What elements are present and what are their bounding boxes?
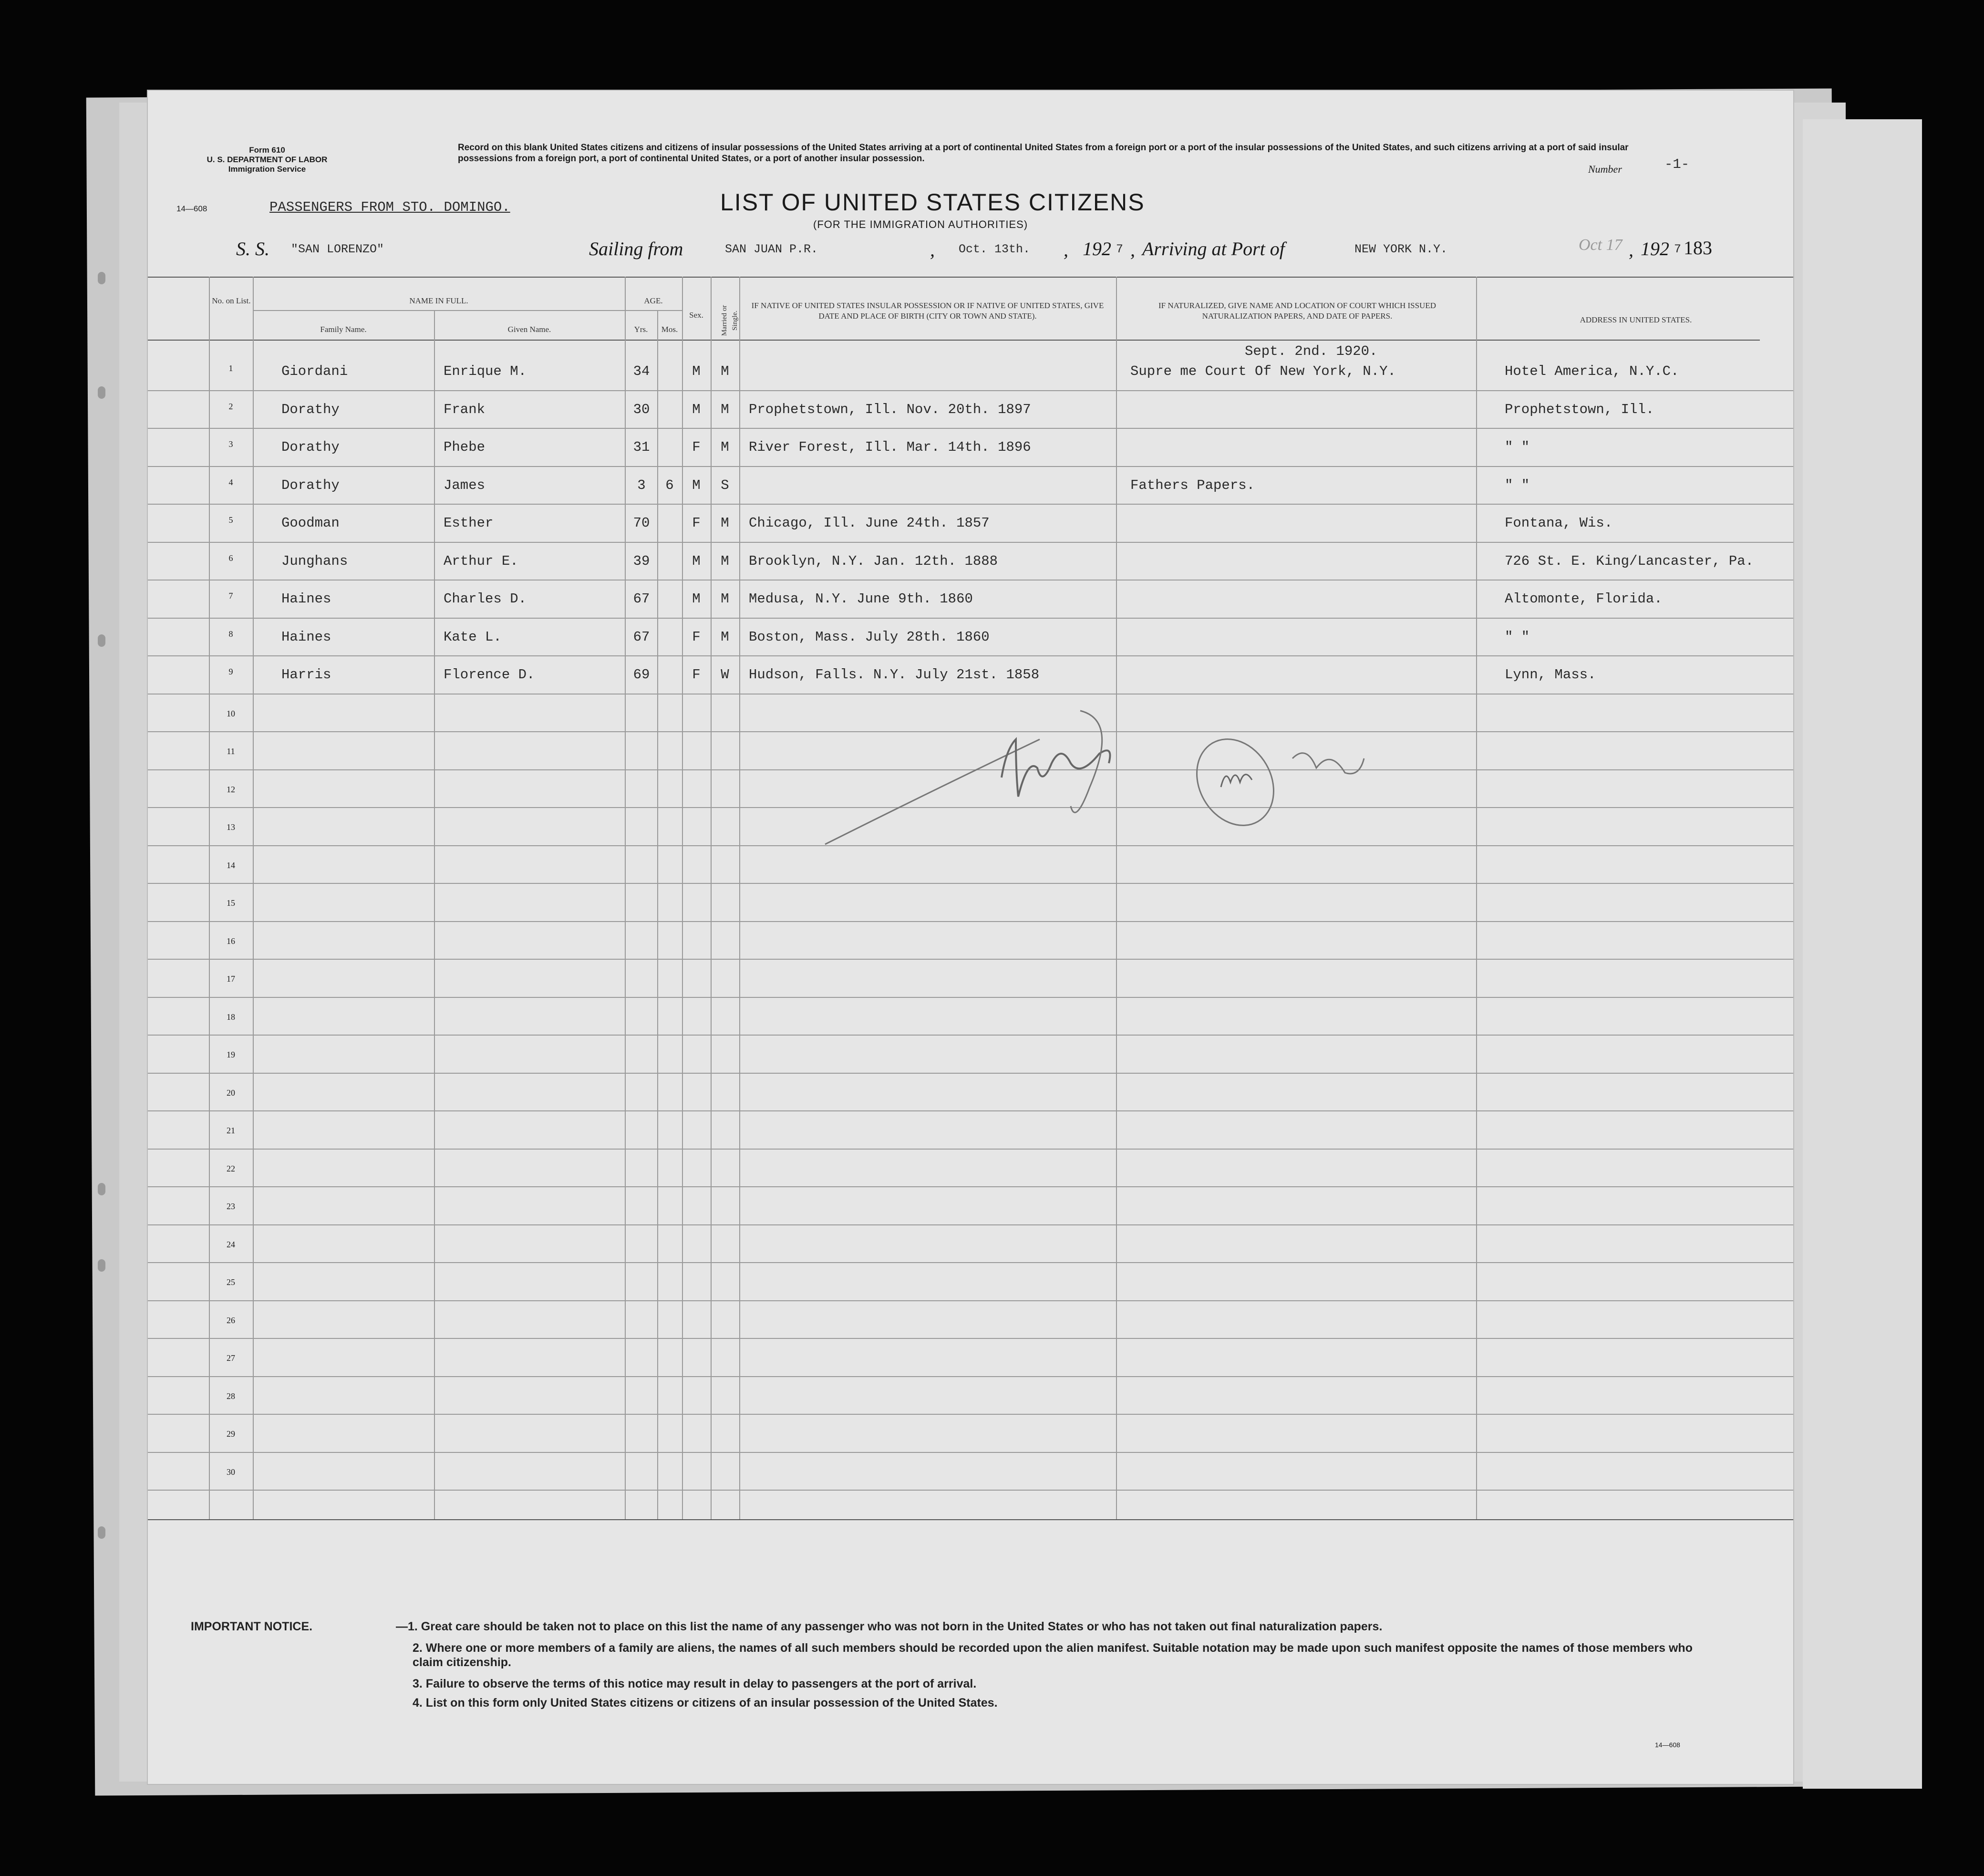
subheader-rule [253,310,625,311]
cell-addr: Hotel America, N.Y.C. [1505,363,1679,379]
arriving-label: Arriving at Port of [1142,238,1285,259]
form-header-block [196,145,339,174]
notice-heading: IMPORTANT NOTICE. [191,1620,313,1633]
cell-no: 25 [227,1277,235,1287]
cell-yrs: 67 [633,591,650,607]
cell-no: 28 [227,1391,235,1401]
binding-hole [98,1183,105,1195]
ship-name: "SAN LORENZO" [291,242,384,256]
cell-no: 13 [227,822,235,832]
cell-ms: M [721,515,729,531]
record-instructions: Record on this blank United States citizens and citizens of insular possessions of the United States arriving at a port of continental United States from a foreign port or a port of the insular possessions of the United States, and such citizens arriving at a port of said insular possessions from a foreign port, a port of continental United States, or a port of another insular possession. [458,143,1629,164]
cell-birth: Medusa, N.Y. June 9th. 1860 [749,591,973,607]
cell-yrs: 39 [633,553,650,569]
cell-no: 24 [227,1239,235,1249]
cell-ms: M [721,553,729,569]
cell-nat2: Supre me Court Of New York, N.Y. [1130,363,1396,379]
cell-sex: M [692,553,701,569]
cell-addr: Fontana, Wis. [1505,515,1613,531]
table-row [148,1040,1793,1078]
service: Immigration Service [228,165,306,174]
cell-yrs: 67 [633,629,650,645]
cell-ms: W [721,667,729,683]
cell-given: Enrique M. [444,363,527,379]
cell-no: 27 [227,1353,235,1363]
cell-family: Dorathy [281,477,340,493]
arrival-year-prefix: 192 [1641,238,1669,259]
manifest-page: Form 610 U. S. DEPARTMENT OF LABOR Immigration Service 14—608 Record on this blank United States citizens and citizens of insular possessions of the United States arriving at a port of continental United States from a foreign port or a port of the insular possessions of the United States, and such citizens arriving at a port of said insular possessions from a foreign port, a port of continental United States, or a port of another insular possession. Number -1- PASSENGERS FROM STO. DOMINGO. LIST OF UNITED STATES CITIZENS (FOR THE IMMIGRATION AUTHORITIES) S. S. "SAN LORENZO" Sailing from SAN JUAN P.R. , Oct. 13th. , 192 7 , Arriving at Port of NEW YORK N.Y. Oct 17 , 192 7 183 No. on List. NAME IN FULL. Family Name. Given Name. AGE. Yrs. Mos. Sex. Married or Single. IF NATIVE OF UNITED STATES INSULAR POSSESSION OR IF NATIVE OF UNITED STATES, GIVE DATE AND PLACE OF BIRTH (CITY OR TOWN AND STATE). IF NATURALIZED, GIVE NAME AND LOCATION OF COURT WHICH ISSUED NATURALIZATION PAPERS, AND DATE OF PAPERS. ADDRESS IN UNITED STATES. 1 Giordani Enrique M. 34 M M Supre me Court Of New York, N.Y. Hotel America, N.Y.C. Sept. 2nd. 1920. 2 Dorathy Frank 30 M M Prophetstown, Ill. Nov. 20th. 1897 Prophetstown, Ill. 3 Dorathy Phebe 31 F M River Forest, Ill. Mar. 14th. 1896 " " 4 Dorathy James 3 6 M S " " Fathers Papers. 5 Goodman Esther 70 F M Chicago, Ill. June 24th. 1857 Fontana, Wis. 6 Junghans Arthur E. 39 M M Brooklyn, N.Y. Jan. 12th. 1888 726 St. E. King/Lancaster, Pa. 7 Haines Charles D. 67 M M Medusa, N.Y. June 9th. 1860 Altomonte, Florida. 8 Haines Kate L. 67 F M Boston, Mass. July 28th. 1860 " " 9 Harris Florence D. 69 F W Hudson, Falls. N.Y. July 21st. 1858 Lynn, Mass. 10 11 12 13 14 15 16 17 18 19 20 21 22 23 24 25 26 27 28 29 30 IMPORTANT NOTICE. —1. Great care should be taken not to place on this list the name of any passenger who was not born in the United States or who has not taken out final naturalization papers. 2. Where one or more members of a family are aliens, the names of all such members should be recorded upon the alien manifest. Suitable notation may be made upon such manifest opposite the names of those members who claim citizenship. 3. Failure to observe the terms of this notice may result in delay to passengers at the port of arrival. 4. List on this form only United States citizens or citizens of an insular possession of the United States. 14—608 [148,91,1793,1784]
cell-given: Phebe [444,439,486,455]
department: U. S. DEPARTMENT OF LABOR [207,155,328,164]
table-row [148,1154,1793,1192]
page-stamp-number: 183 [1684,237,1712,259]
cell-addr: " " [1505,477,1530,493]
sailing-year-prefix: 192 [1083,238,1111,259]
right-page-edge [1803,119,1922,1789]
col-given-name: Given Name. [507,325,551,334]
cell-no: 15 [227,898,235,908]
cell-sex: F [692,515,701,531]
handwritten-signature [816,663,1436,854]
cell-ms: M [721,629,729,645]
cell-sex: M [692,477,701,493]
notice-item-4: 4. List on this form only United States citizens or citizens of an insular possession of the United States. [413,1696,998,1710]
sailing-label: Sailing from [589,238,683,259]
cell-ms: S [721,477,729,493]
table-row [148,1268,1793,1306]
page-title: LIST OF UNITED STATES CITIZENS [720,189,1145,216]
cell-sex: M [692,363,701,379]
cell-no: 26 [227,1315,235,1325]
col-married: Married or Single. [721,305,739,336]
cell-family: Goodman [281,515,340,531]
cell-ms: M [721,591,729,607]
table-bottom-rule [148,1519,1793,1520]
cell-sex: F [692,667,701,683]
cell-no: 1 [228,363,233,373]
table-row [148,623,1793,662]
table-row [148,1382,1793,1420]
cell-sex: M [692,401,701,417]
arrival-year: 7 [1674,242,1682,256]
cell-family: Junghans [281,553,348,569]
col-months: Mos. [661,325,678,334]
cell-no: 30 [227,1467,235,1477]
cell-yrs: 30 [633,401,650,417]
cell-addr: Lynn, Mass. [1505,667,1596,683]
cell-ms: M [721,363,729,379]
cell-addr: Prophetstown, Ill. [1505,401,1654,417]
notice-item-1: —1. Great care should be taken not to place on this list the name of any passenger who was not born in the United States or who has not taken out final naturalization papers. [396,1620,1383,1633]
table-row [148,1192,1793,1230]
table-row [148,964,1793,1003]
cell-yrs: 31 [633,439,650,455]
cell-family: Dorathy [281,439,340,455]
notice-item-2: 2. Where one or more members of a family are aliens, the names of all such members should be recorded upon the alien manifest. Suitable notation may be made upon such manifest opposite the names of those members who claim citizenship. [413,1641,1693,1669]
cell-birth: Prophetstown, Ill. Nov. 20th. 1897 [749,401,1031,417]
cell-sex: M [692,591,701,607]
number-label: Number [1588,163,1622,175]
form-number: Form 610 [249,145,285,155]
cell-addr: " " [1505,439,1530,455]
cell-given: Kate L. [444,629,502,645]
cell-addr: Altomonte, Florida. [1505,591,1663,607]
sailing-year: 7 [1116,242,1124,256]
cell-given: James [444,477,486,493]
cell-no: 7 [228,591,233,601]
col-name-in-full: NAME IN FULL. [409,296,468,305]
number-value: -1- [1664,156,1690,172]
form-code: 14—608 [176,204,207,213]
cell-no: 21 [227,1126,235,1135]
table-row [148,509,1793,548]
table-row [148,1230,1793,1268]
cell-yrs: 69 [633,667,650,683]
cell-no: 9 [228,667,233,676]
cell-given: Arthur E. [444,553,518,569]
cell-no: 10 [227,708,235,718]
passengers-from: PASSENGERS FROM STO. DOMINGO. [269,199,510,215]
table-row [148,548,1793,586]
header-bottom-rule [148,340,1760,341]
cell-family: Dorathy [281,401,340,417]
footer-code: 14—608 [1655,1741,1680,1749]
cell-no: 22 [227,1163,235,1173]
cell-family: Harris [281,667,331,683]
cell-no: 5 [228,515,233,525]
binding-hole [98,272,105,284]
cell-naturalization-date: Fathers Papers. [1130,477,1255,493]
cell-addr: " " [1505,629,1530,645]
cell-sex: F [692,629,701,645]
arriving-port: NEW YORK N.Y. [1354,242,1448,256]
cell-family: Haines [281,629,331,645]
cell-no: 2 [228,401,233,411]
binding-hole [98,1259,105,1272]
cell-naturalization-date: Sept. 2nd. 1920. [1245,343,1378,359]
table-row [148,1306,1793,1344]
cell-given: Florence D. [444,667,535,683]
cell-no: 16 [227,936,235,946]
cell-given: Esther [444,515,494,531]
binding-hole [98,1526,105,1539]
table-row [148,343,1793,396]
table-row [148,927,1793,965]
table-top-rule [148,277,1793,278]
table-row [148,1116,1793,1154]
cell-birth: Hudson, Falls. N.Y. July 21st. 1858 [749,667,1040,683]
col-naturalized: IF NATURALIZED, GIVE NAME AND LOCATION OF COURT WHICH ISSUED NATURALIZATION PAPERS, AND DATE OF PAPERS. [1158,301,1436,321]
binding-hole [98,386,105,399]
cell-given: Charles D. [444,591,527,607]
cell-no: 11 [227,746,235,756]
col-native-birth: IF NATIVE OF UNITED STATES INSULAR POSSESSION OR IF NATIVE OF UNITED STATES, GIVE DATE AND PLACE OF BIRTH (CITY OR TOWN AND STATE). [751,301,1104,321]
table-row [148,434,1793,472]
cell-birth: Boston, Mass. July 28th. 1860 [749,629,990,645]
cell-ms: M [721,439,729,455]
table-row [148,851,1793,889]
cell-yrs: 3 [637,477,646,493]
page-subtitle: (FOR THE IMMIGRATION AUTHORITIES) [813,218,1028,230]
cell-birth: River Forest, Ill. Mar. 14th. 1896 [749,439,1031,455]
notice-item-3: 3. Failure to observe the terms of this notice may result in delay to passengers at the port of arrival. [413,1677,977,1690]
cell-no: 29 [227,1429,235,1439]
cell-sex: F [692,439,701,455]
cell-birth: Brooklyn, N.Y. Jan. 12th. 1888 [749,553,998,569]
cell-no: 4 [228,477,233,487]
cell-no: 8 [228,629,233,639]
cell-no: 12 [227,784,235,794]
col-address: ADDRESS IN UNITED STATES. [1580,315,1692,324]
binding-hole [98,634,105,647]
cell-birth: Chicago, Ill. June 24th. 1857 [749,515,990,531]
table-row [148,585,1793,623]
cell-no: 19 [227,1050,235,1059]
cell-no: 6 [228,553,233,563]
cell-yrs: 70 [633,515,650,531]
cell-ms: M [721,401,729,417]
cell-no: 14 [227,860,235,870]
cell-no: 23 [227,1202,235,1211]
cell-no: 20 [227,1088,235,1098]
table-row [148,1420,1793,1458]
table-row [148,1078,1793,1117]
cell-yrs: 34 [633,363,650,379]
col-family-name: Family Name. [320,325,367,334]
cell-no: 18 [227,1012,235,1022]
table-row [148,1458,1793,1496]
sailing-from: SAN JUAN P.R. [725,242,818,256]
ss-label: S. S. [236,238,269,259]
table-row [148,396,1793,434]
cell-no: 17 [227,974,235,984]
col-no-on-list: No. on List. [212,296,251,305]
arrival-date-handwritten: Oct 17 [1579,236,1622,254]
table-row [148,1003,1793,1041]
cell-family: Giordani [281,363,348,379]
cell-no: 3 [228,439,233,449]
cell-addr: 726 St. E. King/Lancaster, Pa. [1505,553,1754,569]
cell-given: Frank [444,401,486,417]
col-age: AGE. [644,296,663,305]
col-sex: Sex. [689,311,703,320]
sailing-date: Oct. 13th. [959,242,1031,256]
table-row [148,472,1793,510]
col-years: Yrs. [634,325,648,334]
cell-family: Haines [281,591,331,607]
cell-mos: 6 [665,477,674,493]
subheader-rule [625,310,682,311]
table-row [148,889,1793,927]
table-row [148,1344,1793,1382]
